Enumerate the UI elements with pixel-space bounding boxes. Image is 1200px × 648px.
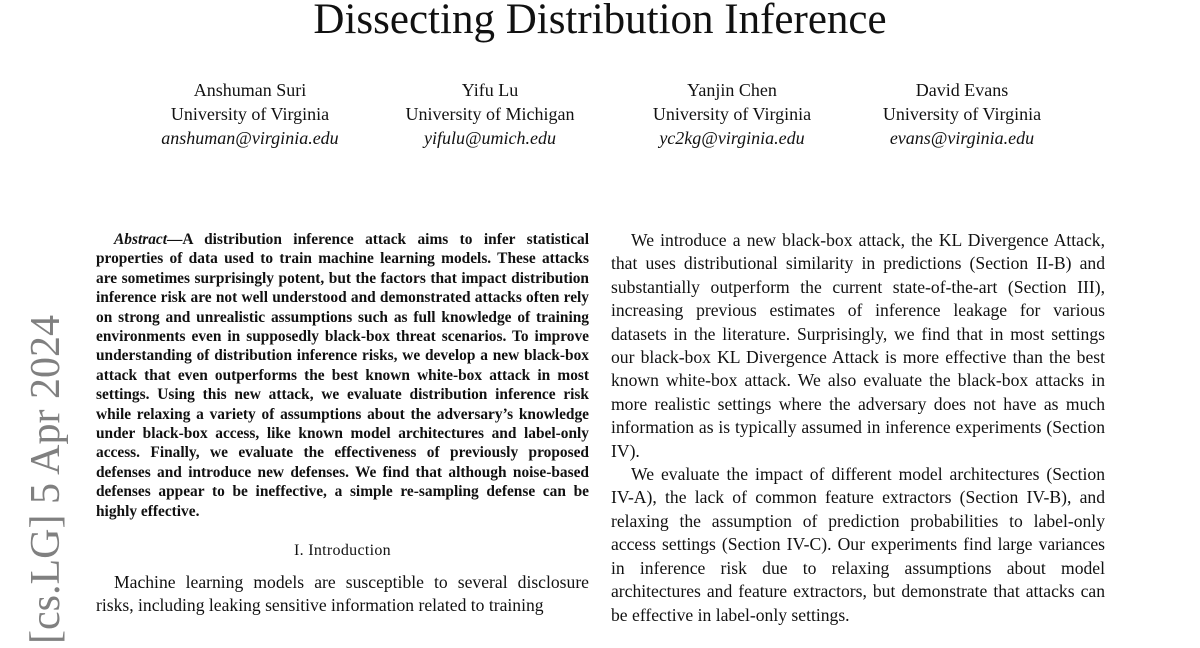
author-email: yifulu@umich.edu [423,128,557,148]
left-column [96,230,589,617]
author-name: Yifu Lu [461,80,519,100]
author-name: Yanjin Chen [687,80,777,100]
paper-title: Dissecting Distribution Inference [313,0,887,43]
right-column [611,229,1105,627]
author-email: yc2kg@virginia.edu [659,128,805,148]
author-name: David Evans [915,80,1009,100]
author-affiliation: University of Virginia [652,104,812,124]
right-paragraph-2: We evaluate the impact of different model architectures (Section IV-A), the lack of common feature extractors (Section IV-B), and relaxing the assumption of prediction probabilities to label-only access settings (Section IV-C). Our experiments find large variances in inference risk due to relaxing assumptions about model architectures and feature extractors, but demonstrate that attacks can be effective in label-only settings. [611,464,1105,625]
author-email: evans@virginia.edu [889,128,1035,148]
section-heading-introduction: I. Introduction [294,542,391,560]
author-affiliation: University of Virginia [882,104,1042,124]
abstract-text: —A distribution inference attack aims to infer statistical properties of data used to train machine learning models. These attacks are sometimes surprisingly potent, but the factors that impact distribution inference risk are not well understood and demonstrated attacks often rely on strong and unrealistic assumptions such as full knowledge of training environments even in supposedly black-box threat scenarios. To improve understanding of distribution inference risks, we develop a new black-box attack that even outperforms the best known white-box attack in most settings. Using this new attack, we evaluate distribution inference risk while relaxing a variety of assumptions about the adversary’s knowledge under black-box access, like known model architectures and label-only access. Finally, we evaluate the effectiveness of previously proposed defenses and introduce new defenses. We find that although noise-based defenses appear to be ineffective, a simple re-sampling defense can be highly effective. [96,231,589,520]
author-name: Anshuman Suri [193,80,307,100]
author-email: anshuman@virginia.edu [161,128,339,148]
intro-paragraph: Machine learning models are susceptible to several disclosure risks, including leaking sensitive information related to training [96,571,589,615]
author-block-2 [380,78,600,150]
author-block-1 [130,78,370,150]
author-affiliation: University of Virginia [170,104,330,124]
author-block-3 [622,78,842,150]
author-block-4 [852,78,1072,150]
author-affiliation: University of Michigan [405,104,575,124]
abstract [96,230,589,521]
right-paragraph-1: We introduce a new black-box attack, the KL Divergence Attack, that uses distributional similarity in predictions (Section II-B) and substantially outperform the current state-of-the-art (Section III), increasing previous estimates of inference leakage for various datasets in the literature. Surprisingly, we find that in most settings our black-box KL Divergence Attack is more effective than the best known white-box attack. We also evaluate the black-box attacks in more realistic settings where the adversary does not have as much information as is typically assumed in inference experiments (Section IV). [611,230,1105,461]
abstract-lead: Abstract [114,231,168,248]
arxiv-side-stamp: [cs.LG] 5 Apr 2024 [23,315,69,644]
